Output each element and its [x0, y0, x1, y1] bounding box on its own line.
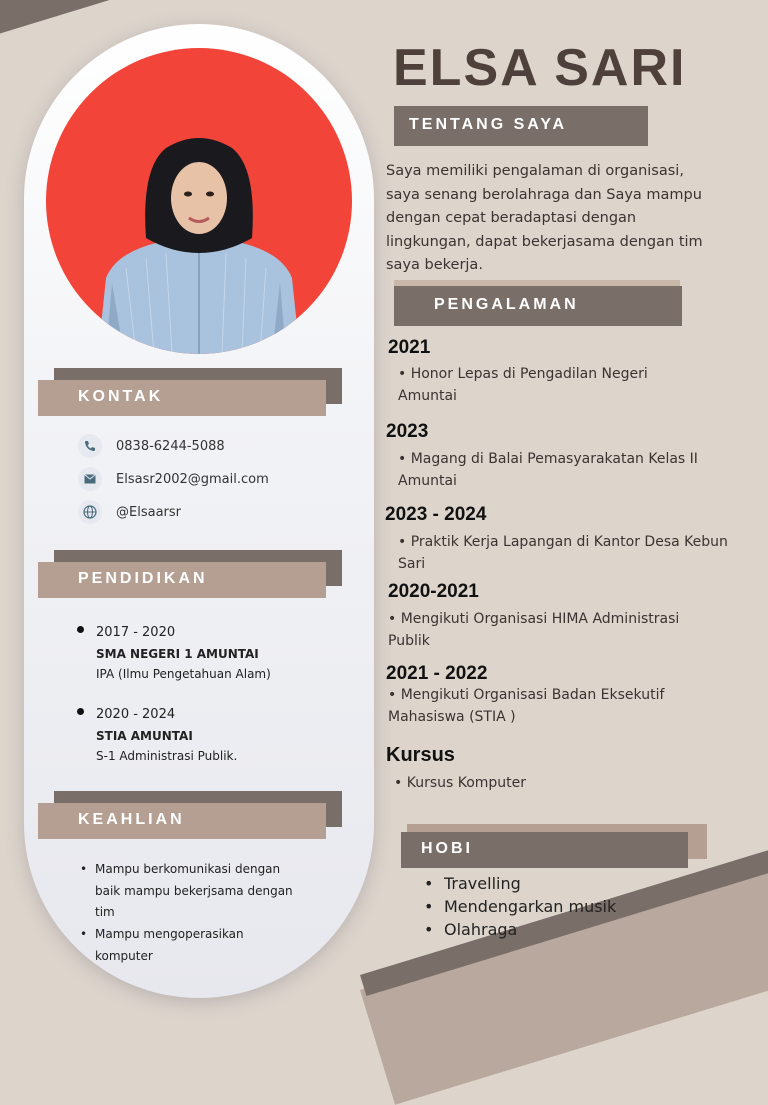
bullet-icon [77, 708, 84, 715]
bullet-icon [77, 626, 84, 633]
courses-heading: Kursus [386, 744, 455, 766]
bullet-icon: • [424, 897, 434, 916]
list-item: • Olahraga [424, 920, 518, 939]
exp-year: 2021 - 2022 [386, 663, 488, 684]
page-title: ELSA SARI [393, 39, 687, 97]
bullet-icon: • [80, 862, 88, 876]
list-item: • Travelling [424, 874, 521, 893]
skills-heading-label: KEAHLIAN [78, 811, 185, 828]
exp-year: 2020-2021 [388, 581, 479, 602]
hobby-heading [401, 824, 707, 868]
edu-school: STIA AMUNTAI [96, 729, 193, 743]
contact-email [78, 467, 269, 491]
edu-major: IPA (Ilmu Pengetahuan Alam) [96, 667, 271, 681]
about-text: Saya memiliki pengalaman di organisasi, saya senang berolahraga dan Saya mampu dengan cepat beradaptasi dengan lingkungan, dapat bekerjasama dengan tim saya bekerja. [386, 163, 703, 273]
contact-heading-label: KONTAK [78, 388, 164, 405]
experience-heading-label: PENGALAMAN [434, 296, 579, 313]
exp-year: 2023 [386, 421, 429, 442]
bullet-icon: • [424, 920, 434, 939]
course-item: • Kursus Komputer [394, 775, 527, 791]
edu-years: 2020 - 2024 [96, 707, 176, 722]
bullet-icon: • [424, 874, 434, 893]
experience-heading [394, 286, 682, 328]
bullet-icon: • [80, 927, 88, 941]
exp-item: • Magang di Balai Pemasyarakatan Kelas II Amuntai [398, 451, 698, 489]
edu-major: S-1 Administrasi Publik. [96, 749, 238, 763]
skills-heading [38, 797, 343, 843]
about-heading-label: TENTANG SAYA [409, 116, 568, 133]
edu-school: SMA NEGERI 1 AMUNTAI [96, 647, 259, 661]
globe-icon [78, 500, 102, 524]
about-heading [394, 106, 648, 148]
phone-text[interactable]: 0838-6244-5088 [116, 438, 225, 454]
list-item: • Mendengarkan musik [424, 897, 617, 916]
exp-year: 2021 [388, 337, 431, 358]
exp-item: • Mengikuti Organisasi HIMA Administrasi Publik [388, 611, 680, 649]
hobby-heading-label: HOBI [421, 840, 473, 857]
education-heading [38, 556, 343, 602]
edu-years: 2017 - 2020 [96, 625, 176, 640]
profile-photo [46, 48, 352, 354]
skill-item: • Mampu mengoperasikan komputer [80, 924, 244, 967]
phone-icon [78, 434, 102, 458]
email-text[interactable]: Elsasr2002@gmail.com [116, 471, 269, 487]
social-text[interactable]: @Elsaarsr [116, 504, 181, 520]
exp-item: • Honor Lepas di Pengadilan Negeri Amuntai [398, 366, 648, 404]
exp-item: • Praktik Kerja Lapangan di Kantor Desa Kebun Sari [398, 534, 728, 572]
hobby-list [424, 872, 616, 941]
contact-social [78, 500, 181, 524]
exp-year: 2023 - 2024 [385, 504, 487, 525]
education-heading-label: PENDIDIKAN [78, 570, 208, 587]
contact-heading [38, 374, 343, 420]
exp-item: • Mengikuti Organisasi Badan Eksekutif Mahasiswa (STIA ) [388, 687, 665, 725]
contact-phone [78, 434, 225, 458]
mail-icon [78, 467, 102, 491]
skill-item: • Mampu berkomunikasi dengan baik mampu bekerjsama dengan tim [80, 859, 293, 924]
